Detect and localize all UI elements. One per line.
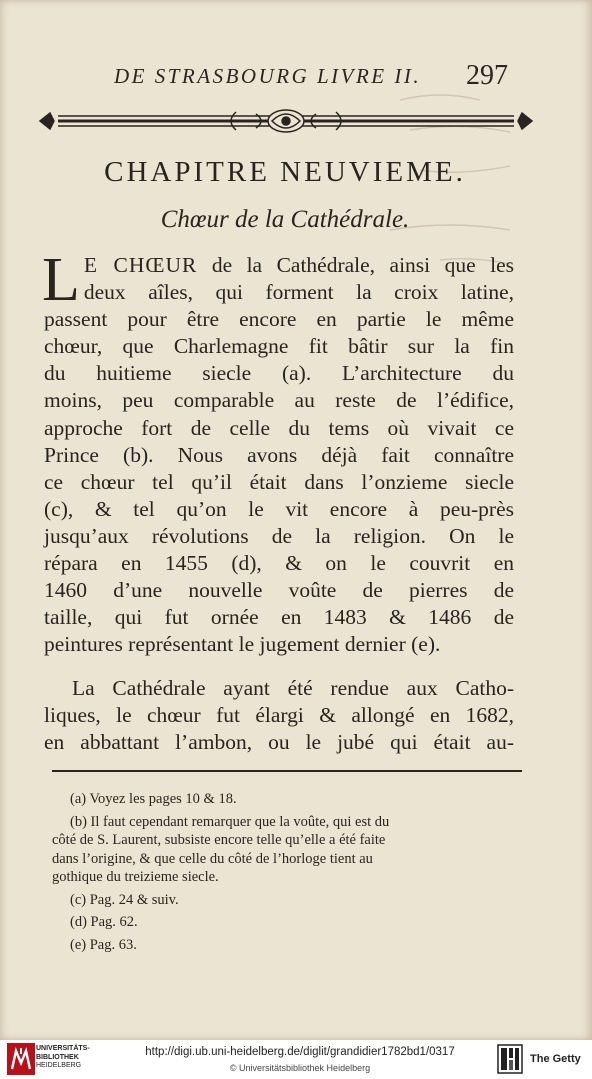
library-name: UNIVERSITÄTS- BIBLIOTHEK HEIDELBERG bbox=[36, 1045, 90, 1069]
footnote: (d) Pag. 62. bbox=[70, 914, 138, 930]
footnote: (c) Pag. 24 & suiv. bbox=[70, 891, 179, 908]
text-line: ce chœur tel qu’il était dans l’onzieme siecle bbox=[44, 469, 514, 494]
footnotes bbox=[52, 790, 527, 954]
heidelberg-library-logo-icon[interactable] bbox=[6, 1042, 36, 1076]
text-line: en abbattant l’ambon, ou le jubé qui était au- bbox=[44, 730, 514, 755]
getty-name: The Getty bbox=[530, 1053, 581, 1065]
drop-cap: L bbox=[42, 246, 80, 314]
footnote-continuation: dans l’origine, & que celle du côté de l’horloge tient au bbox=[52, 850, 373, 867]
text-line: passent pour être encore en partie le même bbox=[44, 307, 514, 332]
footnote-continuation: côté de S. Laurent, subsiste encore telle qu’elle a été faite bbox=[52, 832, 386, 848]
chapter-subtitle: Chœur de la Cathédrale. bbox=[160, 206, 410, 233]
page-header bbox=[100, 60, 510, 92]
running-head: DE STRASBOURG LIVRE II. bbox=[114, 64, 422, 88]
ornamental-divider bbox=[36, 106, 536, 136]
text-line: Prince (b). Nous avons déjà fait connaître bbox=[44, 442, 514, 467]
paragraph-2 bbox=[44, 675, 514, 756]
text-line: (c), & tel qu’on le vit encore à peu-près bbox=[44, 496, 514, 521]
getty-logo-icon[interactable] bbox=[497, 1044, 523, 1074]
text-line: jusqu’aux révolutions de la religion. On le bbox=[44, 523, 514, 548]
text-line: approche fort de celle du tems où vivait ce bbox=[44, 415, 514, 440]
text-line: moins, peu comparable au reste de l’édifice, bbox=[44, 388, 514, 413]
page-number: 297 bbox=[466, 60, 508, 91]
text-line: peintures représentant le jugement dernier (e). bbox=[44, 632, 441, 657]
footnote: (e) Pag. 63. bbox=[70, 936, 137, 953]
chapter-title: CHAPITRE NEUVIEME. bbox=[104, 156, 466, 188]
paragraph-1 bbox=[42, 246, 515, 658]
text-line: du huitieme siecle (a). L’architecture du bbox=[44, 361, 514, 386]
text-line: 1460 d’une nouvelle voûte de pierres de bbox=[44, 578, 514, 603]
text-line: La Cathédrale ayant été rendue aux Catho- bbox=[72, 676, 514, 700]
text-line: E CHŒUR de la Cathédrale, ainsi que les bbox=[83, 253, 515, 277]
footnote: (a) Voyez les pages 10 & 18. bbox=[70, 791, 237, 807]
footnote-divider bbox=[52, 770, 522, 775]
footnote-continuation: gothique du treizieme siecle. bbox=[52, 869, 219, 885]
footnote: (b) Il faut cependant remarquer que la voûte, qui est du bbox=[70, 813, 390, 830]
text-line: deux aîles, qui forment la croix latine, bbox=[83, 280, 514, 305]
text-line: répara en 1455 (d), & on le couvrit en bbox=[44, 551, 514, 576]
page-url-link[interactable]: http://digi.ub.uni-heidelberg.de/diglit/grandidier1782bd1/0317 bbox=[145, 1046, 455, 1058]
text-line: liques, le chœur fut élargi & allongé en 1682, bbox=[44, 703, 514, 728]
text-line: chœur, que Charlemagne fit bâtir sur la fin bbox=[44, 334, 514, 359]
copyright-notice: © Universitätsbibliothek Heidelberg bbox=[229, 1063, 371, 1073]
viewer-footer bbox=[0, 1040, 592, 1079]
text-line: taille, qui fut ornée en 1483 & 1486 de bbox=[44, 605, 514, 630]
